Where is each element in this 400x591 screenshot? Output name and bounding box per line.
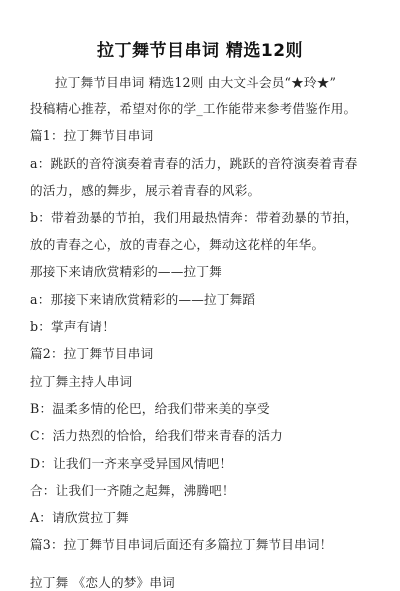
paragraph-line: b：带着劲暴的节拍，我们用最热情奔：带着劲暴的节拍，: [30, 210, 359, 225]
paragraph-line: 拉丁舞主持人串词: [30, 374, 133, 389]
paragraph-line: 合：让我们一齐随之起舞，沸腾吧！: [30, 483, 235, 498]
paragraph-line: b：掌声有请！: [30, 319, 116, 334]
paragraph-line: 的活力，感的舞步，展示着青春的风彩。: [30, 183, 261, 198]
intro-line-2: 投稿精心推荐，希望对你的学_工作能带来参考借鉴作用。: [30, 101, 357, 116]
intro-line-1: 拉丁舞节目串词 精选12则 由大文斗会员“★玲★”: [55, 75, 337, 90]
paragraph-line: a：那接下来请欣赏精彩的——拉丁舞蹈: [30, 292, 256, 307]
paragraph-line: B：温柔多情的伦巴，给我们带来美的享受: [30, 401, 270, 416]
section-heading-3: 篇3：拉丁舞节目串词后面还有多篇拉丁舞节目串词！: [30, 537, 333, 552]
section-heading-2: 篇2：拉丁舞节目串词: [30, 346, 154, 361]
cut-off-line: 拉丁舞 《恋人的梦》串词: [30, 575, 175, 590]
paragraph-line: a：跳跃的音符演奏着青春的活力，跳跃的音符演奏着青春: [30, 156, 358, 171]
paragraph-line: C：活力热烈的恰恰，给我们带来青春的活力: [30, 428, 283, 443]
paragraph-line: 放的青春之心，放的青春之心，舞动这花样的年华。: [30, 237, 325, 252]
paragraph-line: 那接下来请欣赏精彩的——拉丁舞: [30, 264, 222, 279]
paragraph-line: D：让我们一齐来享受异国风情吧！: [30, 456, 233, 471]
paragraph-line: A：请欣赏拉丁舞: [30, 510, 129, 525]
section-heading-1: 篇1：拉丁舞节目串词: [30, 128, 154, 143]
page-title: 拉丁舞节目串词 精选12则: [96, 41, 304, 61]
